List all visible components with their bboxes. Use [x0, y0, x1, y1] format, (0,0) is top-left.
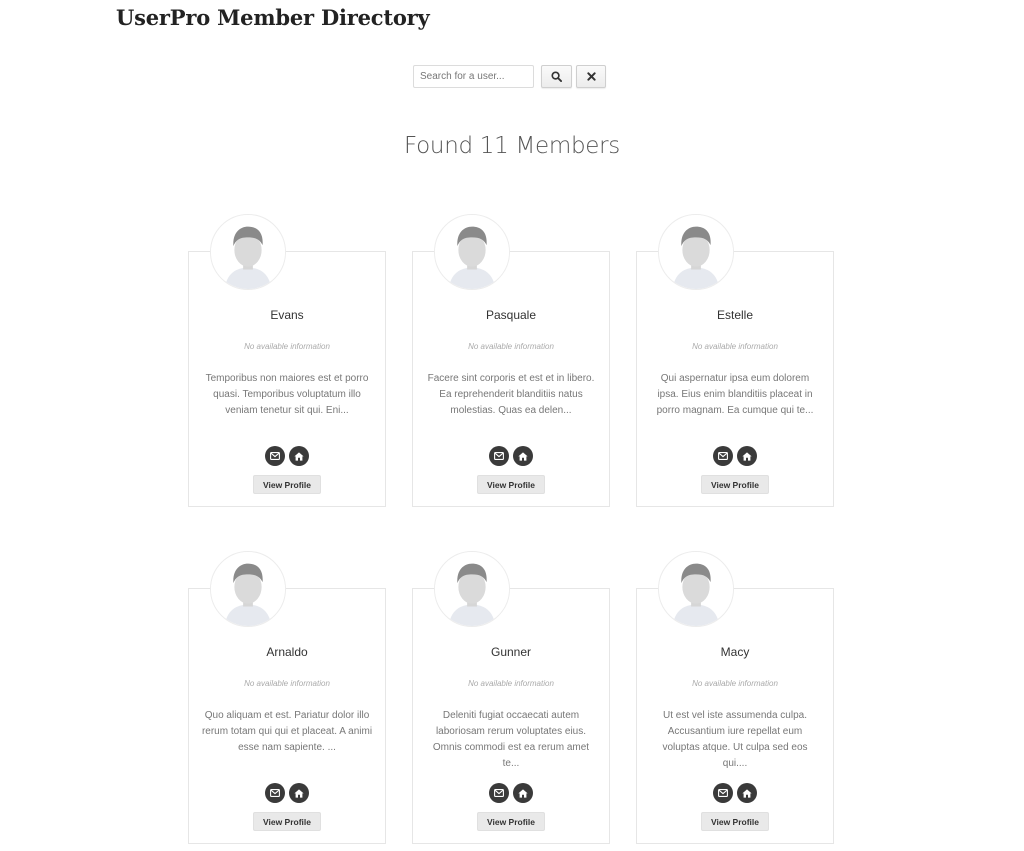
- website-button[interactable]: [513, 783, 533, 803]
- site-title: UserPro Member Directory: [116, 5, 430, 30]
- member-actions: [413, 446, 609, 466]
- default-avatar-icon: [211, 551, 285, 627]
- member-card: [188, 588, 386, 844]
- default-avatar-icon: [211, 214, 285, 290]
- member-bio: Deleniti fugiat occaecati autem laboriosam rerum voluptates eius. Omnis commodi est ea rerum amet te...: [432, 710, 590, 769]
- avatar[interactable]: [434, 214, 510, 290]
- search-icon: [551, 71, 562, 82]
- email-button[interactable]: [713, 446, 733, 466]
- website-button[interactable]: [737, 446, 757, 466]
- email-button[interactable]: [489, 446, 509, 466]
- member-bio: Temporibus non maiores est et porro quasi. Temporibus voluptatum illo veniam tenetur sit qui. Eni...: [205, 373, 369, 416]
- view-profile-button[interactable]: View Profile: [477, 475, 545, 494]
- member-info: No available information: [692, 342, 778, 351]
- default-avatar-icon: [659, 551, 733, 627]
- email-button[interactable]: [489, 783, 509, 803]
- website-button[interactable]: [289, 783, 309, 803]
- home-icon: [294, 789, 304, 798]
- member-name: Gunner: [490, 645, 532, 659]
- close-icon: [587, 72, 596, 81]
- member-info: No available information: [468, 679, 554, 688]
- member-actions: [413, 783, 609, 803]
- member-name: Evans: [270, 308, 304, 322]
- member-card: [412, 588, 610, 844]
- envelope-icon: [718, 452, 728, 460]
- avatar[interactable]: [434, 551, 510, 627]
- default-avatar-icon: [435, 214, 509, 290]
- member-bio: Facere sint corporis et est et in libero. Ea reprehenderit blanditiis natus molestias. Quas ea delen...: [427, 373, 595, 416]
- home-icon: [518, 789, 528, 798]
- results-count-heading: Found 11 Members: [404, 133, 620, 159]
- clear-search-button[interactable]: [576, 65, 606, 88]
- envelope-icon: [270, 789, 280, 797]
- envelope-icon: [270, 452, 280, 460]
- default-avatar-icon: [659, 214, 733, 290]
- member-card: [636, 588, 834, 844]
- avatar[interactable]: [210, 214, 286, 290]
- home-icon: [742, 452, 752, 461]
- member-info: No available information: [244, 342, 330, 351]
- home-icon: [742, 789, 752, 798]
- member-actions: [637, 783, 833, 803]
- member-actions: [189, 446, 385, 466]
- email-button[interactable]: [713, 783, 733, 803]
- website-button[interactable]: [289, 446, 309, 466]
- member-name: Pasquale: [485, 308, 537, 322]
- avatar[interactable]: [658, 551, 734, 627]
- member-bio: Qui aspernatur ipsa eum dolorem ipsa. Eius enim blanditiis placeat in porro magnam. Ea cumque qui te...: [656, 373, 814, 416]
- home-icon: [294, 452, 304, 461]
- member-actions: [637, 446, 833, 466]
- member-card: [412, 251, 610, 507]
- member-name: Estelle: [716, 308, 754, 322]
- member-name: Macy: [720, 645, 750, 659]
- member-bio: Ut est vel iste assumenda culpa. Accusantium iure repellat eum voluptas atque. Ut culpa sed eos qui....: [662, 710, 808, 769]
- member-card: [188, 251, 386, 507]
- member-name: Arnaldo: [266, 645, 308, 659]
- avatar[interactable]: [210, 551, 286, 627]
- member-actions: [189, 783, 385, 803]
- home-icon: [518, 452, 528, 461]
- envelope-icon: [718, 789, 728, 797]
- email-button[interactable]: [265, 446, 285, 466]
- avatar[interactable]: [658, 214, 734, 290]
- website-button[interactable]: [513, 446, 533, 466]
- search-input[interactable]: [413, 65, 534, 88]
- view-profile-button[interactable]: View Profile: [253, 475, 321, 494]
- view-profile-button[interactable]: View Profile: [701, 812, 769, 831]
- envelope-icon: [494, 789, 504, 797]
- search-button[interactable]: [541, 65, 572, 88]
- default-avatar-icon: [435, 551, 509, 627]
- email-button[interactable]: [265, 783, 285, 803]
- member-card: [636, 251, 834, 507]
- member-info: No available information: [692, 679, 778, 688]
- envelope-icon: [494, 452, 504, 460]
- member-info: No available information: [468, 342, 554, 351]
- view-profile-button[interactable]: View Profile: [701, 475, 769, 494]
- website-button[interactable]: [737, 783, 757, 803]
- member-bio: Quo aliquam et est. Pariatur dolor illo rerum totam qui qui et placeat. A animi esse nam sapiente. ...: [201, 710, 373, 753]
- view-profile-button[interactable]: View Profile: [253, 812, 321, 831]
- view-profile-button[interactable]: View Profile: [477, 812, 545, 831]
- member-info: No available information: [244, 679, 330, 688]
